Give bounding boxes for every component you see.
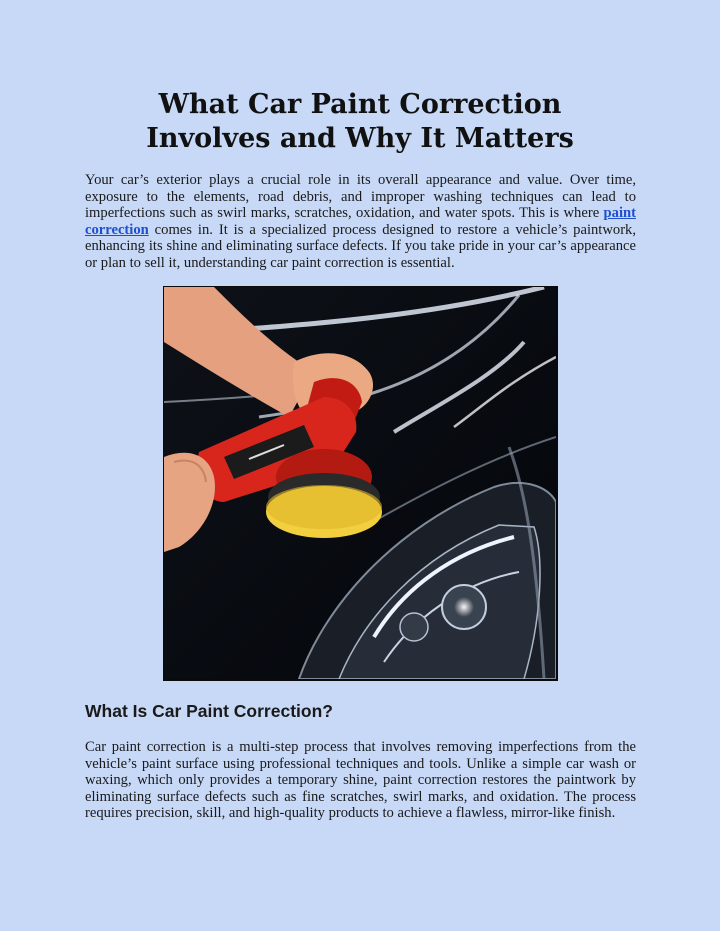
- intro-text-before-link: Your car’s exterior plays a crucial role in its overall appearance and value. Over time, exposure to the elements, road debris, and improper washing techniques can lead to imperfections such as swirl marks, scratches, oxidation, and water spots. This is where: [85, 172, 636, 222]
- paint-correction-link[interactable]: paint correction: [85, 205, 636, 238]
- page-title-line-1: What Car Paint Correction: [158, 89, 562, 120]
- headlight-glare: [454, 597, 474, 617]
- page-title: [60, 88, 660, 156]
- intro-paragraph: [85, 172, 636, 272]
- headlight-lamp: [400, 613, 428, 641]
- page-title-line-2: Involves and Why It Matters: [146, 123, 574, 154]
- section-heading: What Is Car Paint Correction?: [85, 701, 333, 721]
- section-paragraph: Car paint correction is a multi-step process that involves removing imperfections from the vehicle’s paint surface using professional techniques and tools. Unlike a simple car wash or waxing, which only provides a temporary shine, paint correction restores the paintwork by eliminating surface defects such as fine scratches, swirl marks, and oxidation. The process requires precision, skill, and high-quality products to achieve a flawless, mirror-like finish.: [85, 739, 636, 822]
- car-polishing-photo: [163, 286, 558, 681]
- intro-text-after-link: comes in. It is a specialized process designed to restore a vehicle’s paintwork, enhancing its shine and eliminating surface defects. If you take pride in your car’s appearance or plan to sell it, understanding car paint correction is essential.: [85, 221, 636, 271]
